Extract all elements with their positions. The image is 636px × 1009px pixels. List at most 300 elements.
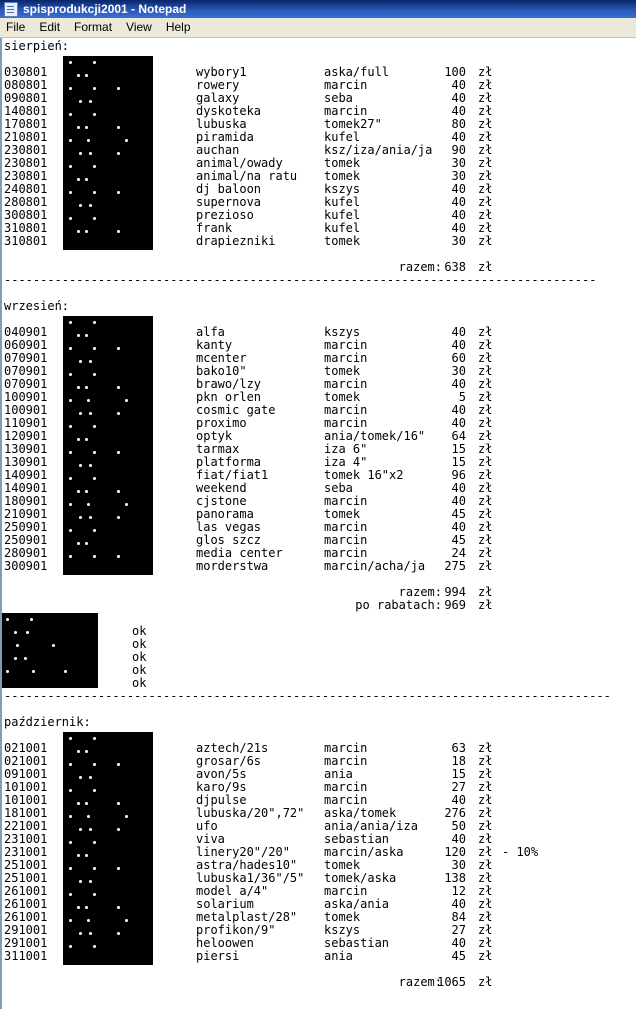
currency-label: zł (478, 598, 493, 612)
currency-label: zł (478, 221, 493, 235)
row-client: bako10" (196, 364, 247, 378)
row-people: marcin (324, 338, 368, 352)
section-heading (4, 40, 634, 53)
redaction-dot (69, 893, 72, 896)
redaction-dot (89, 152, 92, 155)
row-client: dj baloon (196, 182, 262, 196)
row-client: auchan (196, 143, 240, 157)
redaction-dot (125, 815, 128, 818)
row-date: 101001 (4, 780, 48, 794)
row-client: heloowen (196, 936, 254, 950)
row-amount: 138 (444, 871, 466, 885)
row-people: marcin (324, 793, 368, 807)
currency-label: zł (478, 351, 493, 365)
redaction-dot (77, 438, 80, 441)
redaction-dot (69, 503, 72, 506)
row-date: 070901 (4, 364, 48, 378)
row-amount: 40 (451, 897, 466, 911)
row-date: 030801 (4, 65, 48, 79)
redaction-block (63, 316, 153, 575)
row-client: mcenter (196, 351, 247, 365)
redaction-dot (125, 919, 128, 922)
row-people: sebastian (324, 832, 390, 846)
redaction-dot (69, 945, 72, 948)
redaction-dot (93, 737, 96, 740)
check-status: ok (132, 663, 147, 677)
row-date: 230801 (4, 156, 48, 170)
row-date: 261001 (4, 910, 48, 924)
row-amount: 45 (451, 533, 466, 547)
redaction-dot (93, 555, 96, 558)
redaction-dot (69, 841, 72, 844)
row-people: tomek (324, 858, 361, 872)
redaction-dot (117, 87, 120, 90)
row-people: marcin (324, 104, 368, 118)
row-date: 140801 (4, 104, 48, 118)
currency-label: zł (478, 507, 493, 521)
menu-edit[interactable]: Edit (39, 20, 61, 34)
redaction-dot (93, 789, 96, 792)
redaction-dot (93, 841, 96, 844)
menu-file[interactable]: File (6, 20, 26, 34)
redaction-dot (26, 631, 29, 634)
row-amount: 40 (451, 221, 466, 235)
window-title: spisprodukcji2001 - Notepad (23, 2, 187, 16)
row-client: weekend (196, 481, 247, 495)
currency-label: zł (478, 845, 493, 859)
redaction-dot (69, 191, 72, 194)
currency-label: zł (478, 481, 493, 495)
row-client: proximo (196, 416, 247, 430)
redaction-dot (87, 399, 90, 402)
currency-label: zł (478, 130, 493, 144)
row-people: seba (324, 481, 353, 495)
redaction-dot (24, 657, 27, 660)
row-client: morderstwa (196, 559, 269, 573)
separator-line (4, 690, 634, 703)
redaction-dot (93, 867, 96, 870)
row-client: tarmax (196, 442, 240, 456)
row-date: 311001 (4, 949, 48, 963)
text-editor-area[interactable] (0, 38, 636, 1009)
row-amount: 40 (451, 338, 466, 352)
row-people: tomek (324, 507, 361, 521)
row-client: animal/owady (196, 156, 283, 170)
row-date: 221001 (4, 819, 48, 833)
row-people: seba (324, 91, 353, 105)
redaction-dot (77, 386, 80, 389)
row-amount: 40 (451, 182, 466, 196)
redaction-dot (85, 438, 88, 441)
redaction-dot (69, 789, 72, 792)
redaction-dot (79, 880, 82, 883)
redaction-dot (69, 763, 72, 766)
redaction-dot (89, 100, 92, 103)
redaction-dot (125, 399, 128, 402)
currency-label: zł (478, 325, 493, 339)
row-people: iza 4" (324, 455, 368, 469)
redaction-dot (85, 750, 88, 753)
section-heading (4, 300, 634, 313)
row-client: pkn orlen (196, 390, 262, 404)
redaction-dot (89, 516, 92, 519)
currency-label: zł (478, 442, 493, 456)
month-heading: wrzesień: (4, 299, 70, 313)
row-date: 140901 (4, 481, 48, 495)
row-client: ufo (196, 819, 218, 833)
row-date: 261001 (4, 897, 48, 911)
redaction-dot (89, 464, 92, 467)
row-amount: 40 (451, 494, 466, 508)
row-date: 070901 (4, 377, 48, 391)
row-client: profikon/9" (196, 923, 276, 937)
currency-label: zł (478, 390, 493, 404)
row-people: tomek27" (324, 117, 382, 131)
redaction-dot (85, 334, 88, 337)
currency-label: zł (478, 182, 493, 196)
menu-format[interactable]: Format (74, 20, 113, 34)
row-client: viva (196, 832, 225, 846)
redaction-dot (93, 165, 96, 168)
row-amount: 120 (444, 845, 466, 859)
row-date: 240801 (4, 182, 48, 196)
row-date: 110901 (4, 416, 48, 430)
row-amount: 45 (451, 949, 466, 963)
total-amount: 638 (444, 260, 466, 274)
currency-label: zł (478, 260, 493, 274)
row-amount: 100 (444, 65, 466, 79)
redaction-dot (85, 386, 88, 389)
row-client: rowery (196, 78, 240, 92)
row-client: brawo/lzy (196, 377, 262, 391)
redaction-dot (77, 178, 80, 181)
row-people: ania/ania/iza (324, 819, 418, 833)
row-amount: 40 (451, 416, 466, 430)
row-client: aztech/21s (196, 741, 269, 755)
check-line (4, 625, 634, 638)
redaction-dot (93, 191, 96, 194)
redaction-dot (117, 932, 120, 935)
row-people: kufel (324, 130, 361, 144)
row-client: media center (196, 546, 283, 560)
row-client: las vegas (196, 520, 262, 534)
row-people: kszys (324, 182, 361, 196)
row-client: drapiezniki (196, 234, 276, 248)
currency-label: zł (478, 819, 493, 833)
row-people: ania (324, 767, 353, 781)
row-people: marcin (324, 533, 368, 547)
redaction-dot (6, 670, 9, 673)
separator-line (4, 274, 634, 287)
redaction-dot (69, 113, 72, 116)
redaction-dot (77, 854, 80, 857)
row-date: 231001 (4, 845, 48, 859)
row-amount: 40 (451, 793, 466, 807)
redaction-dot (69, 425, 72, 428)
row-client: linery20"/20" (196, 845, 290, 859)
row-amount: 40 (451, 832, 466, 846)
redaction-dot (93, 217, 96, 220)
total-line (4, 599, 634, 612)
row-people: marcin/aska (324, 845, 404, 859)
currency-label: zł (478, 871, 493, 885)
redaction-dot (69, 815, 72, 818)
row-date: 091001 (4, 767, 48, 781)
menu-view[interactable]: View (126, 20, 152, 34)
row-date: 120901 (4, 429, 48, 443)
redaction-dot (6, 618, 9, 621)
row-amount: 40 (451, 78, 466, 92)
row-date: 230801 (4, 169, 48, 183)
redaction-dot (79, 828, 82, 831)
redaction-dot (117, 347, 120, 350)
redaction-dot (85, 490, 88, 493)
total-label: razem: (398, 975, 442, 989)
redaction-dot (93, 451, 96, 454)
total-line (4, 586, 634, 599)
row-people: tomek (324, 364, 361, 378)
row-people: tomek (324, 234, 361, 248)
redaction-dot (93, 893, 96, 896)
separator: ---------------------------------------------------------------------------------- (4, 273, 597, 287)
redaction-dot (89, 828, 92, 831)
redaction-dot (32, 670, 35, 673)
row-date: 210801 (4, 130, 48, 144)
redaction-dot (93, 945, 96, 948)
redaction-dot (93, 373, 96, 376)
month-heading: październik: (4, 715, 91, 729)
row-date: 100901 (4, 403, 48, 417)
redaction-dot (93, 347, 96, 350)
row-people: ania (324, 949, 353, 963)
row-amount: 275 (444, 559, 466, 573)
row-people: kufel (324, 208, 361, 222)
title-bar[interactable] (0, 0, 636, 18)
currency-label: zł (478, 143, 493, 157)
row-people: marcin (324, 546, 368, 560)
redaction-dot (77, 542, 80, 545)
redaction-dot (69, 477, 72, 480)
row-date: 310801 (4, 221, 48, 235)
redaction-dot (69, 139, 72, 142)
row-amount: 276 (444, 806, 466, 820)
row-date: 101001 (4, 793, 48, 807)
row-date: 090801 (4, 91, 48, 105)
currency-label: zł (478, 520, 493, 534)
redaction-dot (69, 165, 72, 168)
redaction-dot (117, 828, 120, 831)
redaction-dot (117, 555, 120, 558)
redaction-dot (85, 854, 88, 857)
redaction-dot (79, 776, 82, 779)
currency-label: zł (478, 338, 493, 352)
row-amount: 40 (451, 104, 466, 118)
row-date: 021001 (4, 754, 48, 768)
check-status: ok (132, 650, 147, 664)
redaction-block (63, 732, 153, 965)
row-date: 100901 (4, 390, 48, 404)
redaction-dot (69, 529, 72, 532)
currency-label: zł (478, 468, 493, 482)
row-client: prezioso (196, 208, 254, 222)
row-client: glos szcz (196, 533, 262, 547)
check-status: ok (132, 637, 147, 651)
row-date: 280801 (4, 195, 48, 209)
total-label: razem: (398, 585, 442, 599)
row-amount: 63 (451, 741, 466, 755)
row-amount: 18 (451, 754, 466, 768)
redaction-dot (93, 477, 96, 480)
currency-label: zł (478, 793, 493, 807)
currency-label: zł (478, 754, 493, 768)
total-line (4, 976, 634, 989)
row-amount: 15 (451, 442, 466, 456)
currency-label: zł (478, 936, 493, 950)
row-amount: 50 (451, 819, 466, 833)
redaction-dot (117, 490, 120, 493)
redaction-dot (77, 126, 80, 129)
redaction-dot (117, 386, 120, 389)
row-people: kufel (324, 195, 361, 209)
total-label: po rabatach: (355, 598, 442, 612)
redaction-dot (89, 880, 92, 883)
redaction-dot (14, 631, 17, 634)
row-amount: 15 (451, 767, 466, 781)
redaction-dot (69, 217, 72, 220)
currency-label: zł (478, 117, 493, 131)
redaction-dot (77, 490, 80, 493)
row-people: ania/tomek/16" (324, 429, 426, 443)
notepad-icon (4, 2, 18, 17)
row-client: karo/9s (196, 780, 247, 794)
row-client: galaxy (196, 91, 240, 105)
row-people: marcin (324, 780, 368, 794)
currency-label: zł (478, 91, 493, 105)
currency-label: zł (478, 234, 493, 248)
redaction-dot (69, 87, 72, 90)
redaction-dot (64, 670, 67, 673)
row-client: platforma (196, 455, 262, 469)
row-people: tomek (324, 910, 361, 924)
redaction-dot (85, 74, 88, 77)
redaction-dot (79, 516, 82, 519)
total-amount: 1065 (437, 975, 466, 989)
currency-label: zł (478, 767, 493, 781)
currency-label: zł (478, 741, 493, 755)
currency-label: zł (478, 923, 493, 937)
row-people: marcin (324, 520, 368, 534)
row-client: astra/hades10" (196, 858, 298, 872)
redaction-dot (89, 776, 92, 779)
currency-label: zł (478, 429, 493, 443)
row-people: marcin (324, 351, 368, 365)
row-date: 130901 (4, 442, 48, 456)
redaction-dot (77, 230, 80, 233)
row-people: marcin (324, 884, 368, 898)
row-amount: 40 (451, 195, 466, 209)
currency-label: zł (478, 832, 493, 846)
row-people: kufel (324, 221, 361, 235)
redaction-dot (69, 737, 72, 740)
month-heading: sierpień: (4, 39, 70, 53)
redaction-dot (69, 373, 72, 376)
redaction-dot (77, 802, 80, 805)
redaction-dot (93, 61, 96, 64)
row-amount: 40 (451, 936, 466, 950)
menu-help[interactable]: Help (165, 20, 191, 34)
row-amount: 30 (451, 234, 466, 248)
row-amount: 90 (451, 143, 466, 157)
currency-label: zł (478, 416, 493, 430)
currency-label: zł (478, 195, 493, 209)
redaction-dot (85, 542, 88, 545)
row-people: sebastian (324, 936, 390, 950)
row-date: 040901 (4, 325, 48, 339)
row-amount: 40 (451, 325, 466, 339)
row-people: marcin (324, 377, 368, 391)
row-people: tomek (324, 156, 361, 170)
section-heading (4, 716, 634, 729)
currency-label: zł (478, 169, 493, 183)
redaction-dot (85, 802, 88, 805)
row-people: aska/tomek (324, 806, 397, 820)
row-date: 261001 (4, 884, 48, 898)
redaction-dot (30, 618, 33, 621)
row-date: 250901 (4, 520, 48, 534)
row-amount: 40 (451, 520, 466, 534)
row-amount: 40 (451, 403, 466, 417)
row-client: fiat/fiat1 (196, 468, 269, 482)
row-amount: 96 (451, 468, 466, 482)
redaction-dot (77, 334, 80, 337)
redaction-dot (87, 919, 90, 922)
row-amount: 40 (451, 130, 466, 144)
redaction-dot (85, 230, 88, 233)
total-label: razem: (398, 260, 442, 274)
redaction-dot (79, 412, 82, 415)
total-amount: 969 (444, 598, 466, 612)
redaction-dot (117, 867, 120, 870)
row-amount: 15 (451, 455, 466, 469)
redaction-dot (69, 399, 72, 402)
redaction-dot (117, 126, 120, 129)
redaction-dot (117, 412, 120, 415)
currency-label: zł (478, 494, 493, 508)
redaction-dot (87, 815, 90, 818)
currency-label: zł (478, 585, 493, 599)
row-people: ksz/iza/ania/ja (324, 143, 433, 157)
row-client: panorama (196, 507, 254, 521)
currency-label: zł (478, 910, 493, 924)
row-date: 080801 (4, 78, 48, 92)
row-people: kszys (324, 923, 361, 937)
redaction-dot (69, 321, 72, 324)
redaction-dot (117, 152, 120, 155)
currency-label: zł (478, 208, 493, 222)
check-status: ok (132, 676, 147, 690)
row-people: marcin (324, 754, 368, 768)
row-client: cjstone (196, 494, 247, 508)
row-people: kszys (324, 325, 361, 339)
row-people: marcin (324, 416, 368, 430)
row-date: 231001 (4, 832, 48, 846)
row-client: animal/na ratu (196, 169, 298, 183)
redaction-dot (89, 412, 92, 415)
redaction-dot (16, 644, 19, 647)
row-client: grosar/6s (196, 754, 262, 768)
row-date: 140901 (4, 468, 48, 482)
row-amount: 40 (451, 91, 466, 105)
